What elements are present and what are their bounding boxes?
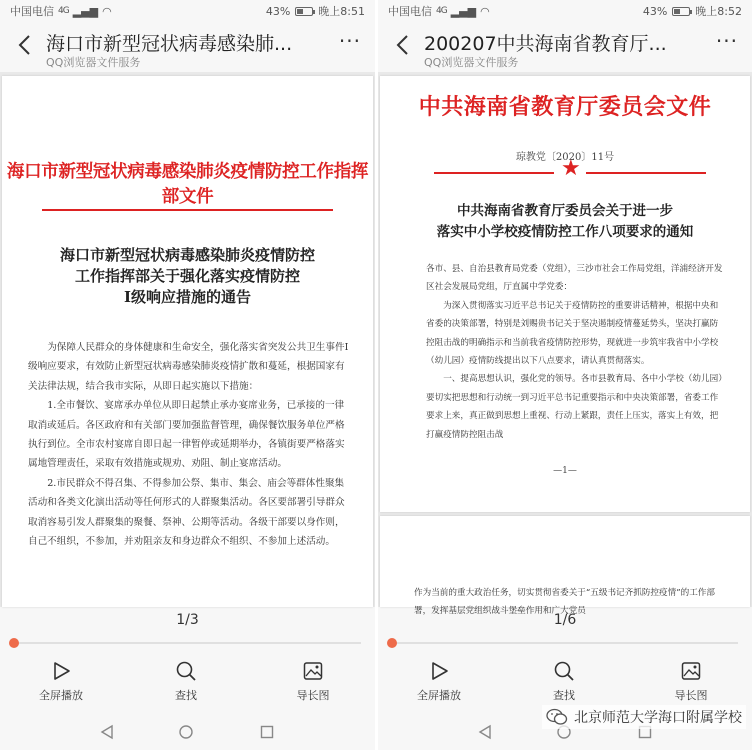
wechat-icon — [546, 708, 568, 726]
document-source: QQ浏览器文件服务 — [424, 56, 519, 69]
circle-home-icon — [178, 724, 194, 740]
carrier-info — [10, 3, 112, 19]
fullscreen-play-button[interactable] — [399, 660, 479, 703]
progress-track — [14, 642, 361, 644]
status-bar — [0, 0, 375, 22]
title-bar — [378, 22, 752, 72]
document-heading — [380, 201, 750, 243]
document-body — [426, 260, 726, 444]
fullscreen-label: 全屏播放 — [417, 689, 461, 702]
nav-back-button[interactable] — [97, 722, 117, 742]
search-icon — [553, 660, 575, 682]
document-title: 200207中共海南省教育厅... — [424, 33, 667, 55]
long-image-button[interactable] — [273, 660, 353, 703]
clock: 晚上8:52 — [695, 5, 742, 18]
body-paragraph: 1.全市餐饮、宴席承办单位从即日起禁止承办宴席业务，已承接的一律取消或延后。各区政府和有关部门要加强监督管理，确保餐饮服务单位严格执行到位。全市农村宴席自即日起一律暂停或延期举办，各镇街要严格落实属地管理责任，采取有效措施或规劝、劝阻、制止宴席活动。 — [28, 400, 345, 470]
progress-knob[interactable] — [387, 638, 397, 648]
more-menu-button[interactable]: ··· — [338, 29, 361, 53]
long-image-button[interactable] — [651, 660, 731, 703]
long-image-label: 导长图 — [296, 689, 330, 702]
right-phone-screen — [378, 0, 752, 750]
document-red-header: 海口市新型冠状病毒感染肺炎疫情防控工作指挥部文件 — [6, 162, 369, 207]
find-button[interactable] — [146, 660, 226, 703]
battery-percent: 43% — [642, 4, 668, 18]
triangle-back-icon — [477, 724, 493, 740]
page-number: —1— — [553, 466, 577, 476]
page-indicator: 1/3 — [176, 612, 199, 628]
document-viewer[interactable] — [378, 72, 752, 617]
carrier-name: 中国电信 — [388, 5, 432, 18]
progress-track — [392, 642, 738, 644]
carrier-info — [388, 3, 490, 19]
fullscreen-label: 全屏播放 — [39, 689, 83, 702]
battery-icon — [672, 7, 690, 16]
battery-percent: 43% — [265, 4, 291, 18]
document-source: QQ浏览器文件服务 — [46, 56, 141, 69]
play-icon — [428, 660, 450, 682]
heading-line: 海口市新型冠状病毒感染肺炎疫情防控 — [59, 246, 315, 264]
fullscreen-play-button[interactable] — [21, 660, 101, 703]
battery-fill — [674, 9, 680, 14]
document-number: 琼教党〔2020〕11号 — [515, 152, 615, 163]
find-button[interactable] — [524, 660, 604, 703]
carrier-name: 中国电信 — [10, 5, 54, 18]
status-bar — [378, 0, 752, 22]
status-right — [266, 3, 365, 19]
back-button[interactable] — [388, 30, 416, 60]
red-divider-line — [586, 172, 706, 174]
red-star-icon: ★ — [561, 156, 581, 181]
nav-recents-button[interactable] — [257, 722, 277, 742]
body-paragraph: 一、提高思想认识，强化党的领导。各市县教育局、各中小学校（幼儿园）要切实把思想和行动统一到习近平总书记重要指示和中央决策部署，省委工作要求上来，真正做到思想上重视、行动上紧跟，责任上压实，落实上有效，把打赢疫情防控阻击战 — [426, 374, 723, 440]
document-viewer[interactable] — [0, 72, 375, 607]
watermark-text: 北京师范大学海口附属学校 — [574, 710, 742, 726]
long-image-icon — [302, 660, 324, 682]
signal-icon: ▂▄▆ — [450, 4, 477, 18]
signal-label: 4G — [436, 6, 447, 16]
wifi-icon: ◠ — [102, 4, 112, 18]
long-image-icon — [680, 660, 702, 682]
red-divider-line — [434, 172, 554, 174]
title-bar — [0, 22, 375, 72]
bottom-toolbar — [378, 660, 752, 708]
bottom-toolbar — [0, 660, 375, 708]
body-paragraph: 2.市民群众不得召集、不得参加公祭、集市、集会、庙会等群体性聚集活动和各类文化演出活动等任何形式的人群聚集活动。各区要部署引导群众取消容易引发人群聚集的聚餐、祭神、公期等活动。各级干部要以身作则，自己不组织，不参加，并劝阻亲友和身边群众不组织、不参加上述活动。 — [28, 477, 345, 548]
find-label: 查找 — [553, 689, 575, 702]
triangle-back-icon — [99, 724, 115, 740]
signal-label: 4G — [58, 6, 69, 16]
page-progress-slider[interactable] — [14, 640, 361, 646]
play-icon — [50, 660, 72, 682]
body-paragraph: 为保障人民群众的身体健康和生命安全，强化落实省突发公共卫生事件Ⅰ级响应要求，有效防止新型冠状病毒感染肺炎疫情扩散和蔓延，根据国家有关法律法规，结合我市实际，从即日起实施以下措施： — [28, 342, 349, 392]
body-paragraph: 各市、县、自治县教育局党委（党组），三沙市社会工作局党组，洋浦经济开发区社会发展局党组，厅直属中学党委： — [426, 264, 723, 293]
battery-fill — [297, 9, 303, 14]
find-label: 查找 — [175, 689, 197, 702]
document-page — [380, 516, 750, 617]
heading-line: 工作指挥部关于强化落实疫情防控 — [74, 267, 300, 285]
search-icon — [175, 660, 197, 682]
document-heading — [2, 245, 373, 308]
document-page — [380, 76, 750, 512]
heading-line: Ⅰ级响应措施的通告 — [123, 288, 252, 306]
document-page — [2, 76, 373, 607]
red-divider-line — [42, 209, 333, 211]
progress-knob[interactable] — [9, 638, 19, 648]
more-menu-button[interactable]: ··· — [715, 29, 738, 53]
page-progress-slider[interactable] — [392, 640, 738, 646]
document-red-header: 中共海南省教育厅委员会文件 — [418, 94, 712, 120]
body-paragraph: 作为当前的重大政治任务，切实贯彻省委关于“五级书记齐抓防控疫情”的工作部署，发挥基层党组织战斗堡垒作用和广大党员 — [414, 588, 715, 617]
back-arrow-icon — [17, 34, 31, 56]
wechat-watermark — [542, 705, 746, 729]
document-title: 海口市新型冠状病毒感染肺... — [46, 33, 293, 55]
clock: 晚上8:51 — [318, 5, 365, 18]
status-right — [643, 3, 742, 19]
left-phone-screen — [0, 0, 375, 750]
back-arrow-icon — [395, 34, 409, 56]
nav-back-button[interactable] — [475, 722, 495, 742]
wifi-icon: ◠ — [480, 4, 490, 18]
square-recents-icon — [259, 724, 275, 740]
body-paragraph: 为深入贯彻落实习近平总书记关于疫情防控的重要讲话精神，根据中央和省委的决策部署，特别是刘赐贵书记关于坚决遏制疫情蔓延势头，坚决打赢防控阻击战的明确指示和当前我省疫情防控形势，现就进一步筑牢我省中小学校（幼儿园）疫情防线提出以下八点要求，请认真贯彻落实。 — [426, 300, 719, 367]
document-body — [28, 338, 353, 551]
battery-icon — [295, 7, 313, 16]
nav-home-button[interactable] — [176, 722, 196, 742]
heading-line: 中共海南省教育厅委员会关于进一步 — [457, 203, 673, 219]
long-image-label: 导长图 — [674, 689, 708, 702]
heading-line: 落实中小学校疫情防控工作八项要求的通知 — [436, 224, 694, 240]
page-indicator: 1/6 — [553, 612, 577, 628]
system-nav-bar — [0, 716, 375, 750]
back-button[interactable] — [10, 30, 38, 60]
signal-icon: ▂▄▆ — [72, 4, 99, 18]
